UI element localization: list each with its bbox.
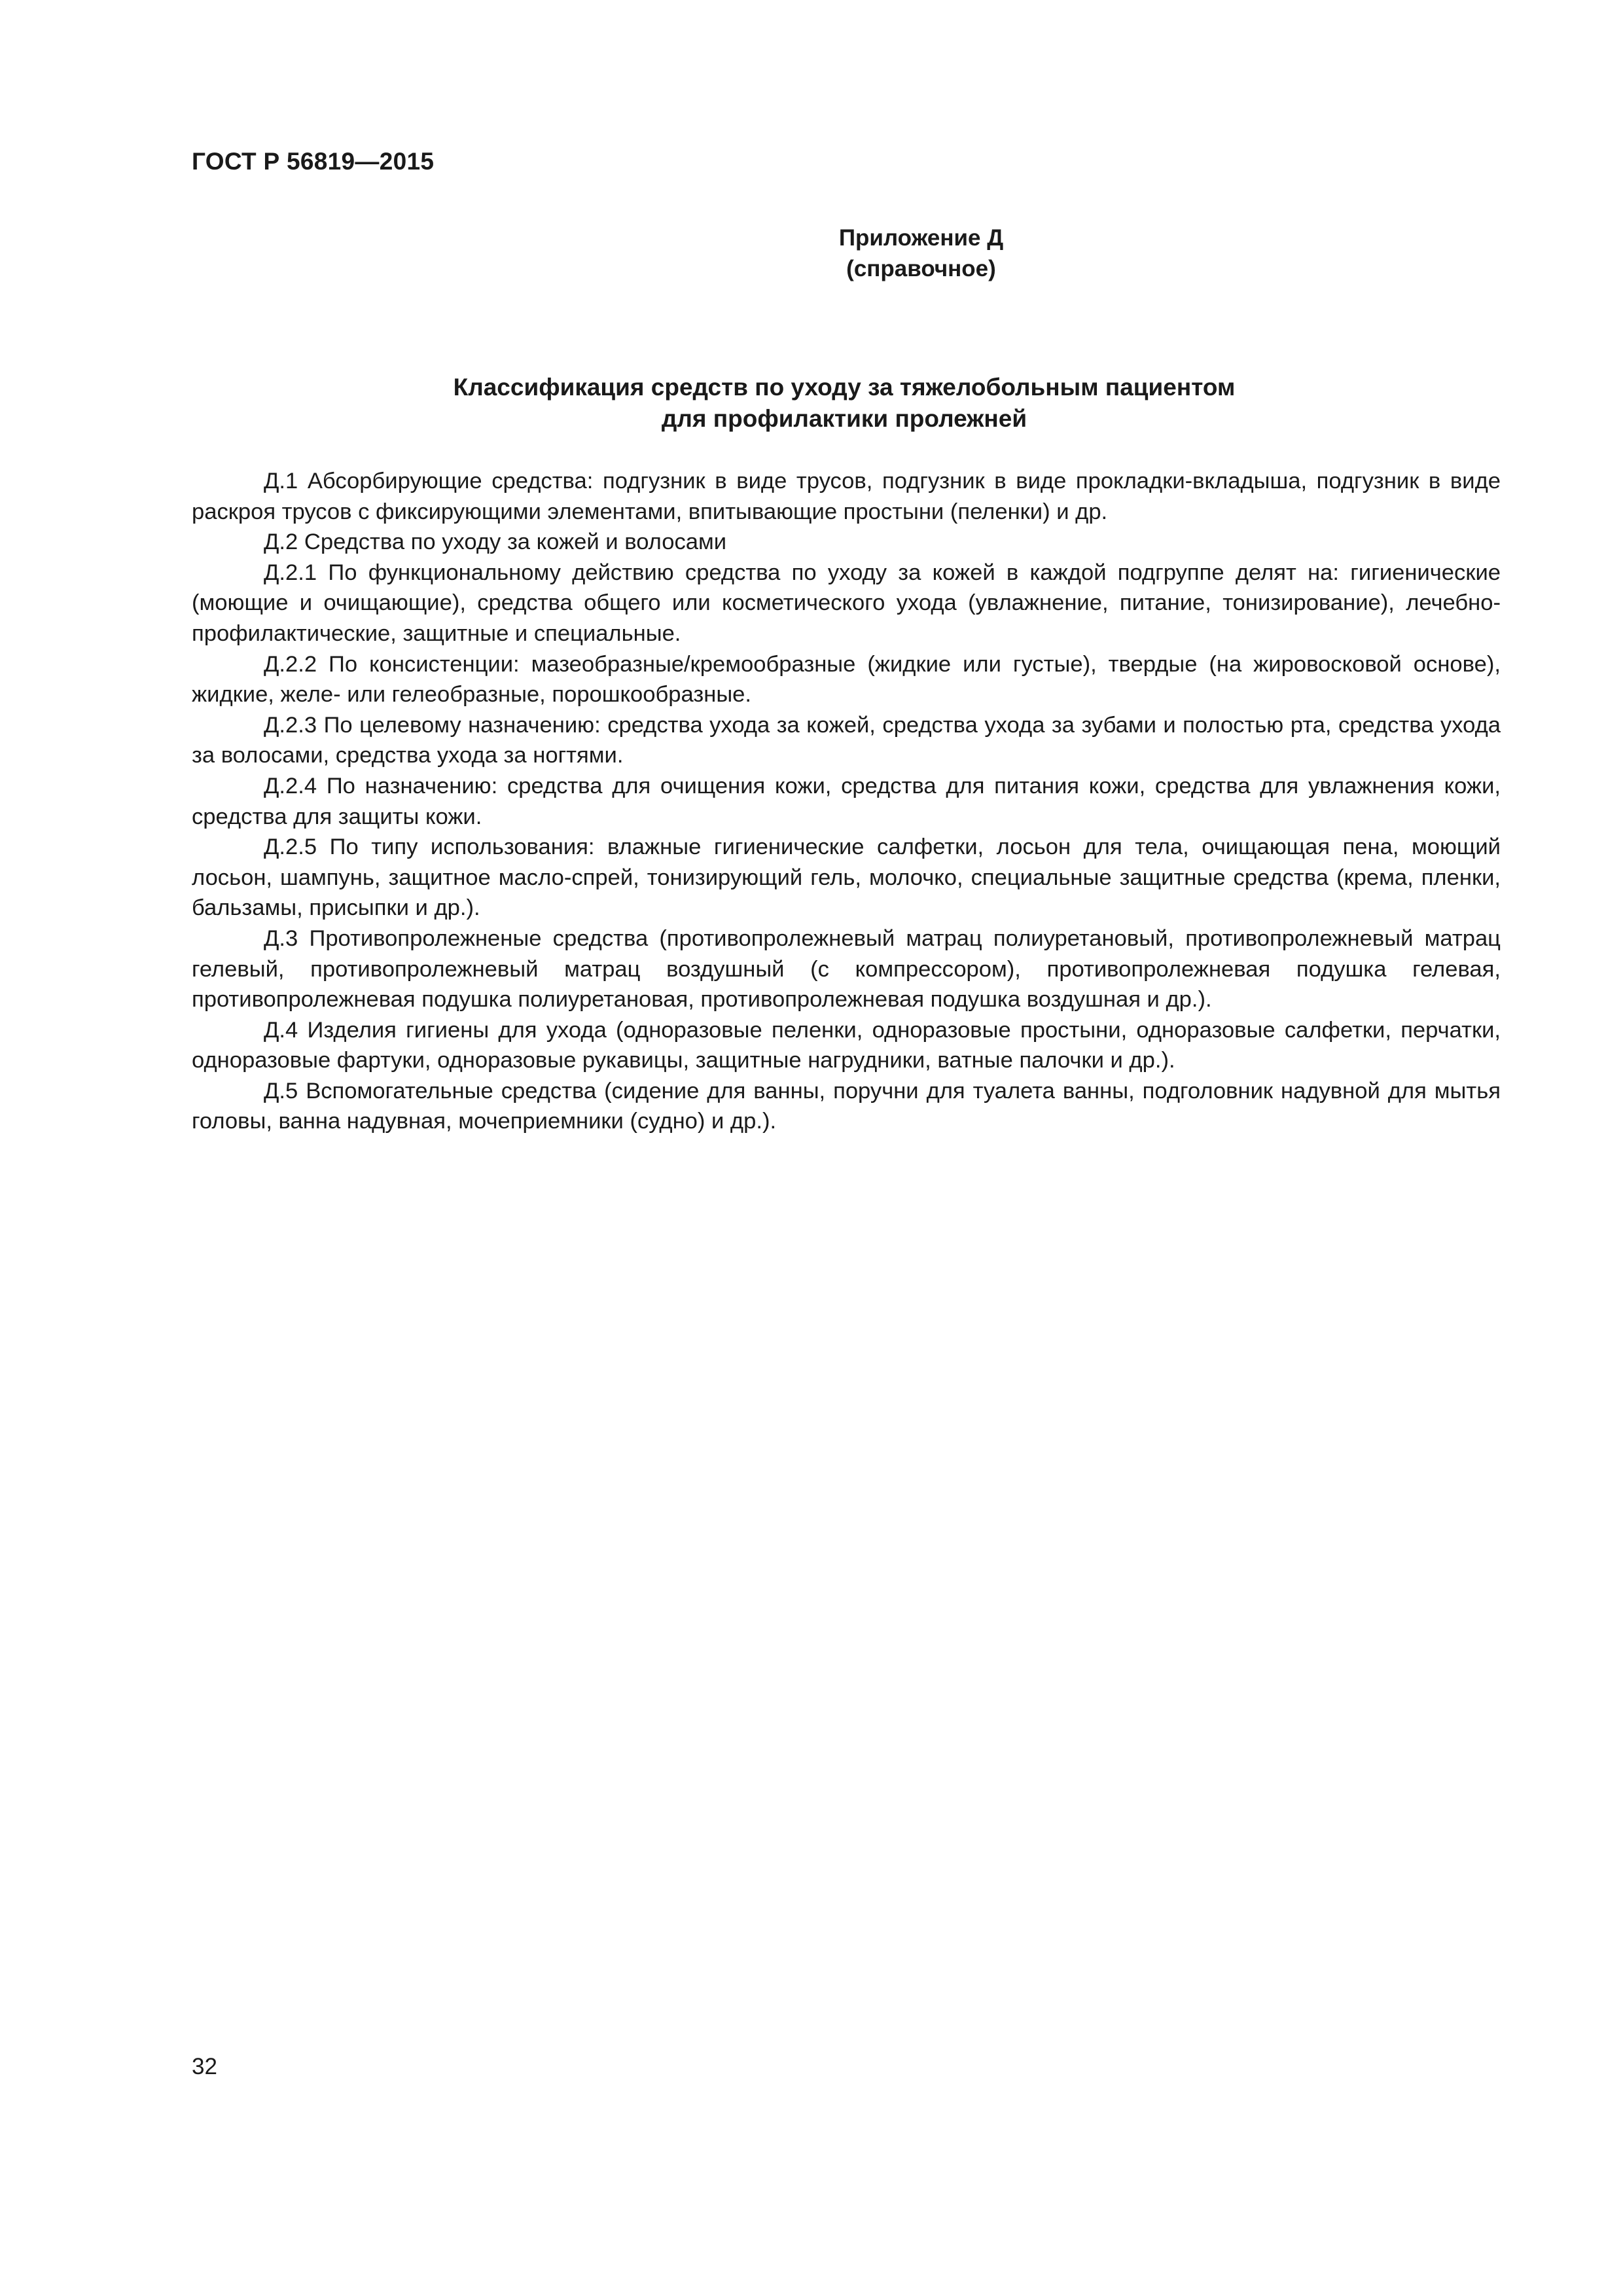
page-number: 32 <box>192 2054 217 2079</box>
appendix-heading <box>0 223 1623 284</box>
paragraph-d2-1: Д.2.1 По функциональному действию средства по уходу за кожей в каждой подгруппе делят на: гигиенические (моющие и очищающие), средства общего или косметического ухода (увлажнение, питание, тонизирование), лечебно-профилактические, защитные и специальные. <box>192 560 1501 646</box>
appendix-label: Приложение Д <box>838 225 1004 251</box>
paragraph-d2-5: Д.2.5 По типу использования: влажные гигиенические салфетки, лосьон для тела, очищающая пена, моющий лосьон, шампунь, защитное масло-спрей, тонизирующий гель, молочко, специальные защитные средства (крема, пленки, бальзамы, присыпки и др.). <box>192 834 1501 921</box>
paragraph-d2: Д.2 Средства по уходу за кожей и волосами <box>264 529 727 555</box>
paragraph-d1: Д.1 Абсорбирующие средства: подгузник в виде трусов, подгузник в виде прокладки-вкладыша, подгузник в виде раскроя трусов с фиксирующими элементами, впитывающие простыни (пеленки) и др. <box>192 469 1501 524</box>
body-text <box>192 466 1501 1137</box>
paragraph-d2-3: Д.2.3 По целевому назначению: средства ухода за кожей, средства ухода за зубами и полостью рта, средства ухода за волосами, средства ухода за ногтями. <box>192 712 1501 768</box>
section-title-line-2: для профилактики пролежней <box>661 405 1027 432</box>
paragraph-d5: Д.5 Вспомогательные средства (сидение для ванны, поручни для туалета ванны, подголовник надувной для мытья головы, ванна надувная, мочеприемники (судно) и др.). <box>192 1078 1501 1134</box>
document-code: ГОСТ Р 56819—2015 <box>192 148 435 175</box>
paragraph-d4: Д.4 Изделия гигиены для ухода (одноразовые пеленки, одноразовые простыни, одноразовые салфетки, перчатки, одноразовые фартуки, одноразовые рукавицы, защитные нагрудники, ватные палочки и др.). <box>192 1017 1501 1073</box>
section-title <box>0 372 1623 435</box>
paragraph-d3: Д.3 Противопролежненые средства (противопролежневый матрац полиуретановый, противопролежневый матрац гелевый, противопролежневый матрац воздушный (с компрессором), противопролежневая подушка гелевая, противопролежневая подушка полиуретановая, противопролежневая подушка воздушная и др.). <box>192 925 1501 1013</box>
section-title-line-1: Классификация средств по уходу за тяжелобольным пациентом <box>453 374 1236 401</box>
paragraph-d2-4: Д.2.4 По назначению: средства для очищения кожи, средства для питания кожи, средства для увлажнения кожи, средства для защиты кожи. <box>192 773 1501 829</box>
paragraph-d2-2: Д.2.2 По консистенции: мазеобразные/кремообразные (жидкие или густые), твердые (на жировосковой основе), жидкие, желе- или гелеобразные, порошкообразные. <box>192 651 1501 708</box>
appendix-kind: (справочное) <box>846 256 996 281</box>
